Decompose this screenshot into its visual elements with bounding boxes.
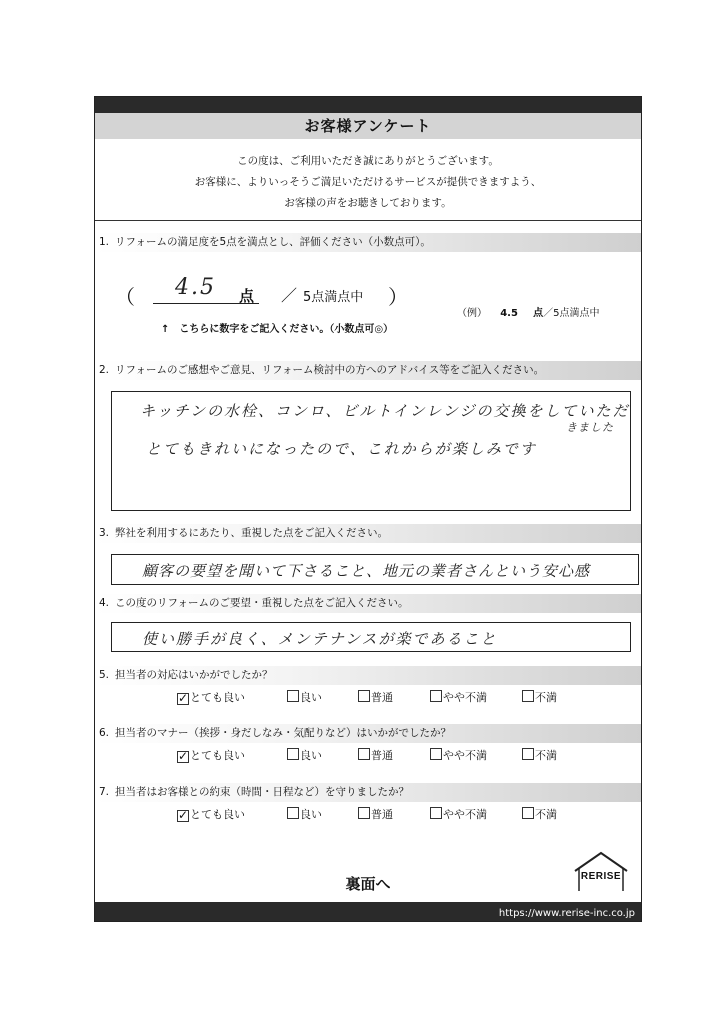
option-label: 普通 bbox=[371, 749, 393, 762]
option-label: やや不満 bbox=[443, 691, 487, 704]
survey-title: お客様アンケート bbox=[95, 113, 641, 139]
option-label: やや不満 bbox=[443, 808, 487, 821]
option-somewhat-dissatisfied[interactable] bbox=[430, 806, 487, 822]
question-text: 弊社を利用するにあたり、重視した点をご記入ください。 bbox=[115, 527, 388, 539]
priority-box bbox=[111, 554, 639, 585]
option-very-good[interactable] bbox=[177, 806, 245, 822]
question-6 bbox=[95, 724, 641, 743]
feedback-answer-line-1: キッチンの水栓、コンロ、ビルトインレンジの交換をしていただ bbox=[140, 402, 630, 420]
checkbox[interactable] bbox=[522, 807, 534, 819]
option-label: やや不満 bbox=[443, 749, 487, 762]
intro-line: お客様の声をお聴きしております。 bbox=[284, 197, 452, 209]
question-5 bbox=[95, 666, 641, 685]
check-mark-icon: ✓ bbox=[178, 691, 189, 705]
checkbox-checked[interactable] bbox=[177, 751, 189, 763]
options-q5 bbox=[95, 689, 641, 709]
option-dissatisfied[interactable] bbox=[522, 689, 557, 705]
option-dissatisfied[interactable] bbox=[522, 747, 557, 763]
question-text: 担当者の対応はいかがでしたか？ bbox=[115, 669, 273, 681]
question-number: 7. bbox=[99, 786, 110, 798]
company-url[interactable]: https://www.rerise-inc.co.jp bbox=[498, 908, 635, 919]
checkbox[interactable] bbox=[358, 690, 370, 702]
feedback-answer-insert: きました bbox=[566, 421, 614, 434]
option-label: とても良い bbox=[190, 808, 245, 821]
option-label: とても良い bbox=[190, 749, 245, 762]
example-value: 4.5 bbox=[500, 308, 518, 319]
option-label: 普通 bbox=[371, 691, 393, 704]
option-label: 不満 bbox=[535, 808, 557, 821]
option-normal[interactable] bbox=[358, 747, 393, 763]
survey-sheet bbox=[94, 96, 642, 922]
full-score-label: 5点満点中 bbox=[303, 290, 364, 305]
checkbox-checked[interactable] bbox=[177, 693, 189, 705]
question-number: 3. bbox=[99, 527, 110, 539]
option-somewhat-dissatisfied[interactable] bbox=[430, 689, 487, 705]
option-normal[interactable] bbox=[358, 806, 393, 822]
option-label: 不満 bbox=[535, 749, 557, 762]
top-bar bbox=[95, 97, 641, 113]
check-mark-icon: ✓ bbox=[178, 808, 189, 822]
checkbox[interactable] bbox=[287, 807, 299, 819]
option-label: 良い bbox=[300, 691, 322, 704]
option-normal[interactable] bbox=[358, 689, 393, 705]
question-number: 4. bbox=[99, 597, 110, 609]
check-mark-icon: ✓ bbox=[178, 749, 189, 763]
option-label: 良い bbox=[300, 749, 322, 762]
intro-line: お客様に、よりいっそうご満足いただけるサービスが提供できますよう、 bbox=[194, 176, 542, 188]
question-text: この度のリフォームのご要望・重視した点をご記入ください。 bbox=[115, 597, 409, 609]
checkbox[interactable] bbox=[358, 807, 370, 819]
option-very-good[interactable] bbox=[177, 689, 245, 705]
footer-bar bbox=[95, 902, 641, 921]
option-label: 不満 bbox=[535, 691, 557, 704]
feedback-box bbox=[111, 391, 631, 511]
options-q7 bbox=[95, 806, 641, 826]
question-1 bbox=[95, 233, 641, 252]
option-good[interactable] bbox=[287, 747, 322, 763]
question-3 bbox=[95, 524, 641, 543]
option-label: 普通 bbox=[371, 808, 393, 821]
question-text: リフォームのご感想やご意見、リフォーム検討中の方へのアドバイス等をご記入ください。 bbox=[115, 364, 545, 376]
checkbox[interactable] bbox=[430, 807, 442, 819]
checkbox-checked[interactable] bbox=[177, 810, 189, 822]
intro-text bbox=[95, 151, 641, 214]
checkbox[interactable] bbox=[358, 748, 370, 760]
question-7 bbox=[95, 783, 641, 802]
option-dissatisfied[interactable] bbox=[522, 806, 557, 822]
option-very-good[interactable] bbox=[177, 747, 245, 763]
intro-divider bbox=[95, 220, 641, 221]
example-unit: 点 bbox=[533, 308, 544, 319]
example-suffix: ／5点満点中 bbox=[543, 308, 600, 319]
option-good[interactable] bbox=[287, 689, 322, 705]
feedback-answer-line-2: とてもきれいになったので、これからが楽しみです bbox=[146, 440, 537, 458]
question-number: 6. bbox=[99, 727, 110, 739]
option-good[interactable] bbox=[287, 806, 322, 822]
question-text: 担当者のマナー（挨拶・身だしなみ・気配りなど）はいかがでしたか？ bbox=[115, 727, 451, 739]
question-2 bbox=[95, 361, 641, 380]
score-unit: 点 bbox=[239, 287, 255, 305]
checkbox[interactable] bbox=[430, 748, 442, 760]
intro-line: この度は、ご利用いただき誠にありがとうございます。 bbox=[237, 155, 499, 167]
rerise-logo bbox=[573, 849, 629, 895]
logo-text: RERISE bbox=[580, 871, 622, 882]
priority-answer: 顧客の要望を聞いて下さること、地元の業者さんという安心感 bbox=[142, 562, 591, 580]
checkbox[interactable] bbox=[287, 748, 299, 760]
score-note: ↑ こちらに数字をご記入ください。（小数点可◎） bbox=[161, 324, 394, 335]
score-slash: ／ bbox=[281, 286, 298, 305]
example-prefix: （例） bbox=[457, 308, 487, 319]
request-box bbox=[111, 622, 631, 652]
checkbox[interactable] bbox=[522, 748, 534, 760]
question-text: 担当者はお客様との約束（時間・日程など）を守りましたか？ bbox=[115, 786, 409, 798]
checkbox[interactable] bbox=[430, 690, 442, 702]
option-label: 良い bbox=[300, 808, 322, 821]
request-answer: 使い勝手が良く、メンテナンスが楽であること bbox=[142, 630, 498, 648]
question-number: 5. bbox=[99, 669, 110, 681]
close-paren: ） bbox=[388, 285, 408, 309]
score-answer: 4.5 bbox=[175, 275, 216, 300]
back-page-label: 裏面へ bbox=[345, 875, 391, 893]
question-text: リフォームの満足度を5点を満点とし、評価ください（小数点可）。 bbox=[115, 236, 431, 248]
question-number: 2. bbox=[99, 364, 110, 376]
checkbox[interactable] bbox=[522, 690, 534, 702]
score-example bbox=[457, 304, 599, 319]
checkbox[interactable] bbox=[287, 690, 299, 702]
options-q6 bbox=[95, 747, 641, 767]
option-somewhat-dissatisfied[interactable] bbox=[430, 747, 487, 763]
option-label: とても良い bbox=[190, 691, 245, 704]
open-paren: （ bbox=[115, 285, 135, 309]
question-4 bbox=[95, 594, 641, 613]
question-number: 1. bbox=[99, 236, 110, 248]
